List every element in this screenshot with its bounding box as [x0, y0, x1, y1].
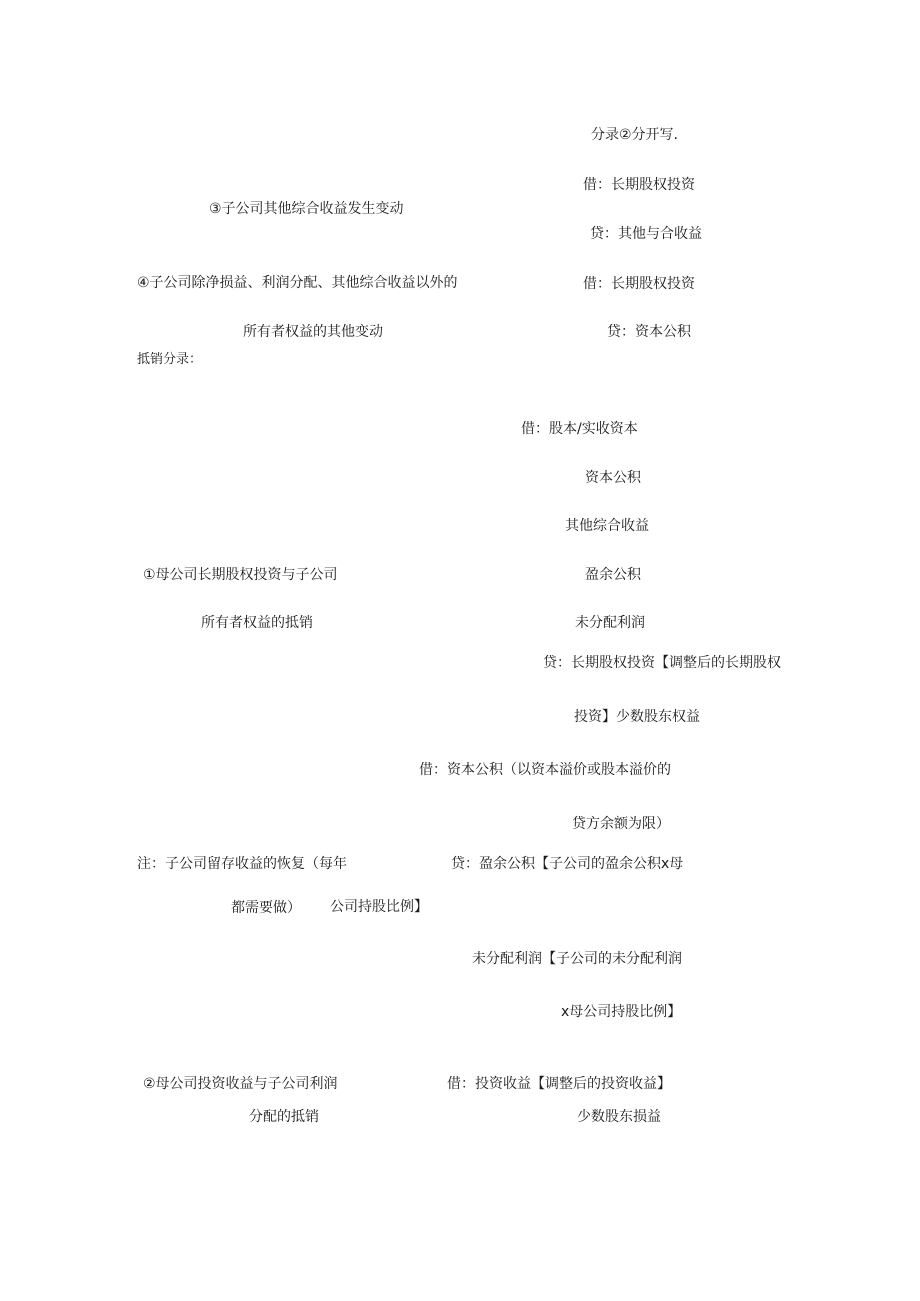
debit-capital-reserve-limit: 借：资本公积（以资本溢价或股本溢价的 — [419, 762, 671, 778]
undistributed-profit: 未分配利润 — [575, 615, 645, 631]
parent-holding-ratio: 公司持股比例】 — [330, 899, 428, 915]
credit-surplus-reserve-share: 贷：盈余公积【子公司的盈余公积x母 — [451, 856, 684, 872]
note-retained-earnings-restore: 注：子公司留存收益的恢复（每年 — [137, 856, 347, 872]
minority-interest-income: 少数股东损益 — [577, 1109, 661, 1125]
minority-equity: 投资】少数股东权益 — [574, 709, 700, 725]
debit-investment-income: 借：投资收益【调整后的投资收益】 — [447, 1076, 671, 1092]
undistributed-profit-share: 未分配利润【子公司的未分配利润 — [472, 951, 682, 967]
item-parent-investment-elimination: ①母公司长期股权投资与子公司 — [143, 567, 338, 583]
capital-reserve: 资本公积 — [585, 470, 641, 486]
note-retained-earnings-restore-cont: 都需要做） — [231, 900, 301, 916]
item-other-equity-changes: ④子公司除净损益、利润分配、其他综合收益以外的 — [137, 275, 458, 291]
item-subsidiary-oci-change: ③子公司其他综合收益发生变动 — [209, 201, 404, 217]
entry-note-split: 分录②分开写. — [591, 127, 679, 143]
other-comprehensive-income: 其他综合收益 — [565, 518, 649, 534]
credit-capital-reserve: 贷：资本公积 — [607, 324, 691, 340]
debit-long-term-equity-investment: 借：长期股权投资 — [583, 177, 695, 193]
credit-adjusted-long-term-investment: 贷：长期股权投资【调整后的长期股权 — [543, 655, 781, 671]
credit-oci: 贷：其他与合收益 — [590, 226, 702, 242]
debit-share-capital: 借：股本/实收资本 — [521, 421, 638, 437]
item-investment-income-elimination-cont: 分配的抵销 — [249, 1109, 319, 1125]
debit-long-term-equity-investment-2: 借：长期股权投资 — [583, 276, 695, 292]
item-parent-investment-elimination-cont: 所有者权益的抵销 — [201, 615, 313, 631]
credit-balance-limit: 贷方余额为限） — [572, 816, 670, 832]
item-other-equity-changes-cont: 所有者权益的其他变动 — [243, 324, 383, 340]
item-investment-income-elimination: ②母公司投资收益与子公司利润 — [143, 1076, 338, 1092]
elimination-entries-heading: 抵销分录： — [137, 352, 203, 367]
surplus-reserve: 盈余公积 — [585, 567, 641, 583]
parent-holding-ratio-2: x母公司持股比例】 — [561, 1004, 682, 1020]
